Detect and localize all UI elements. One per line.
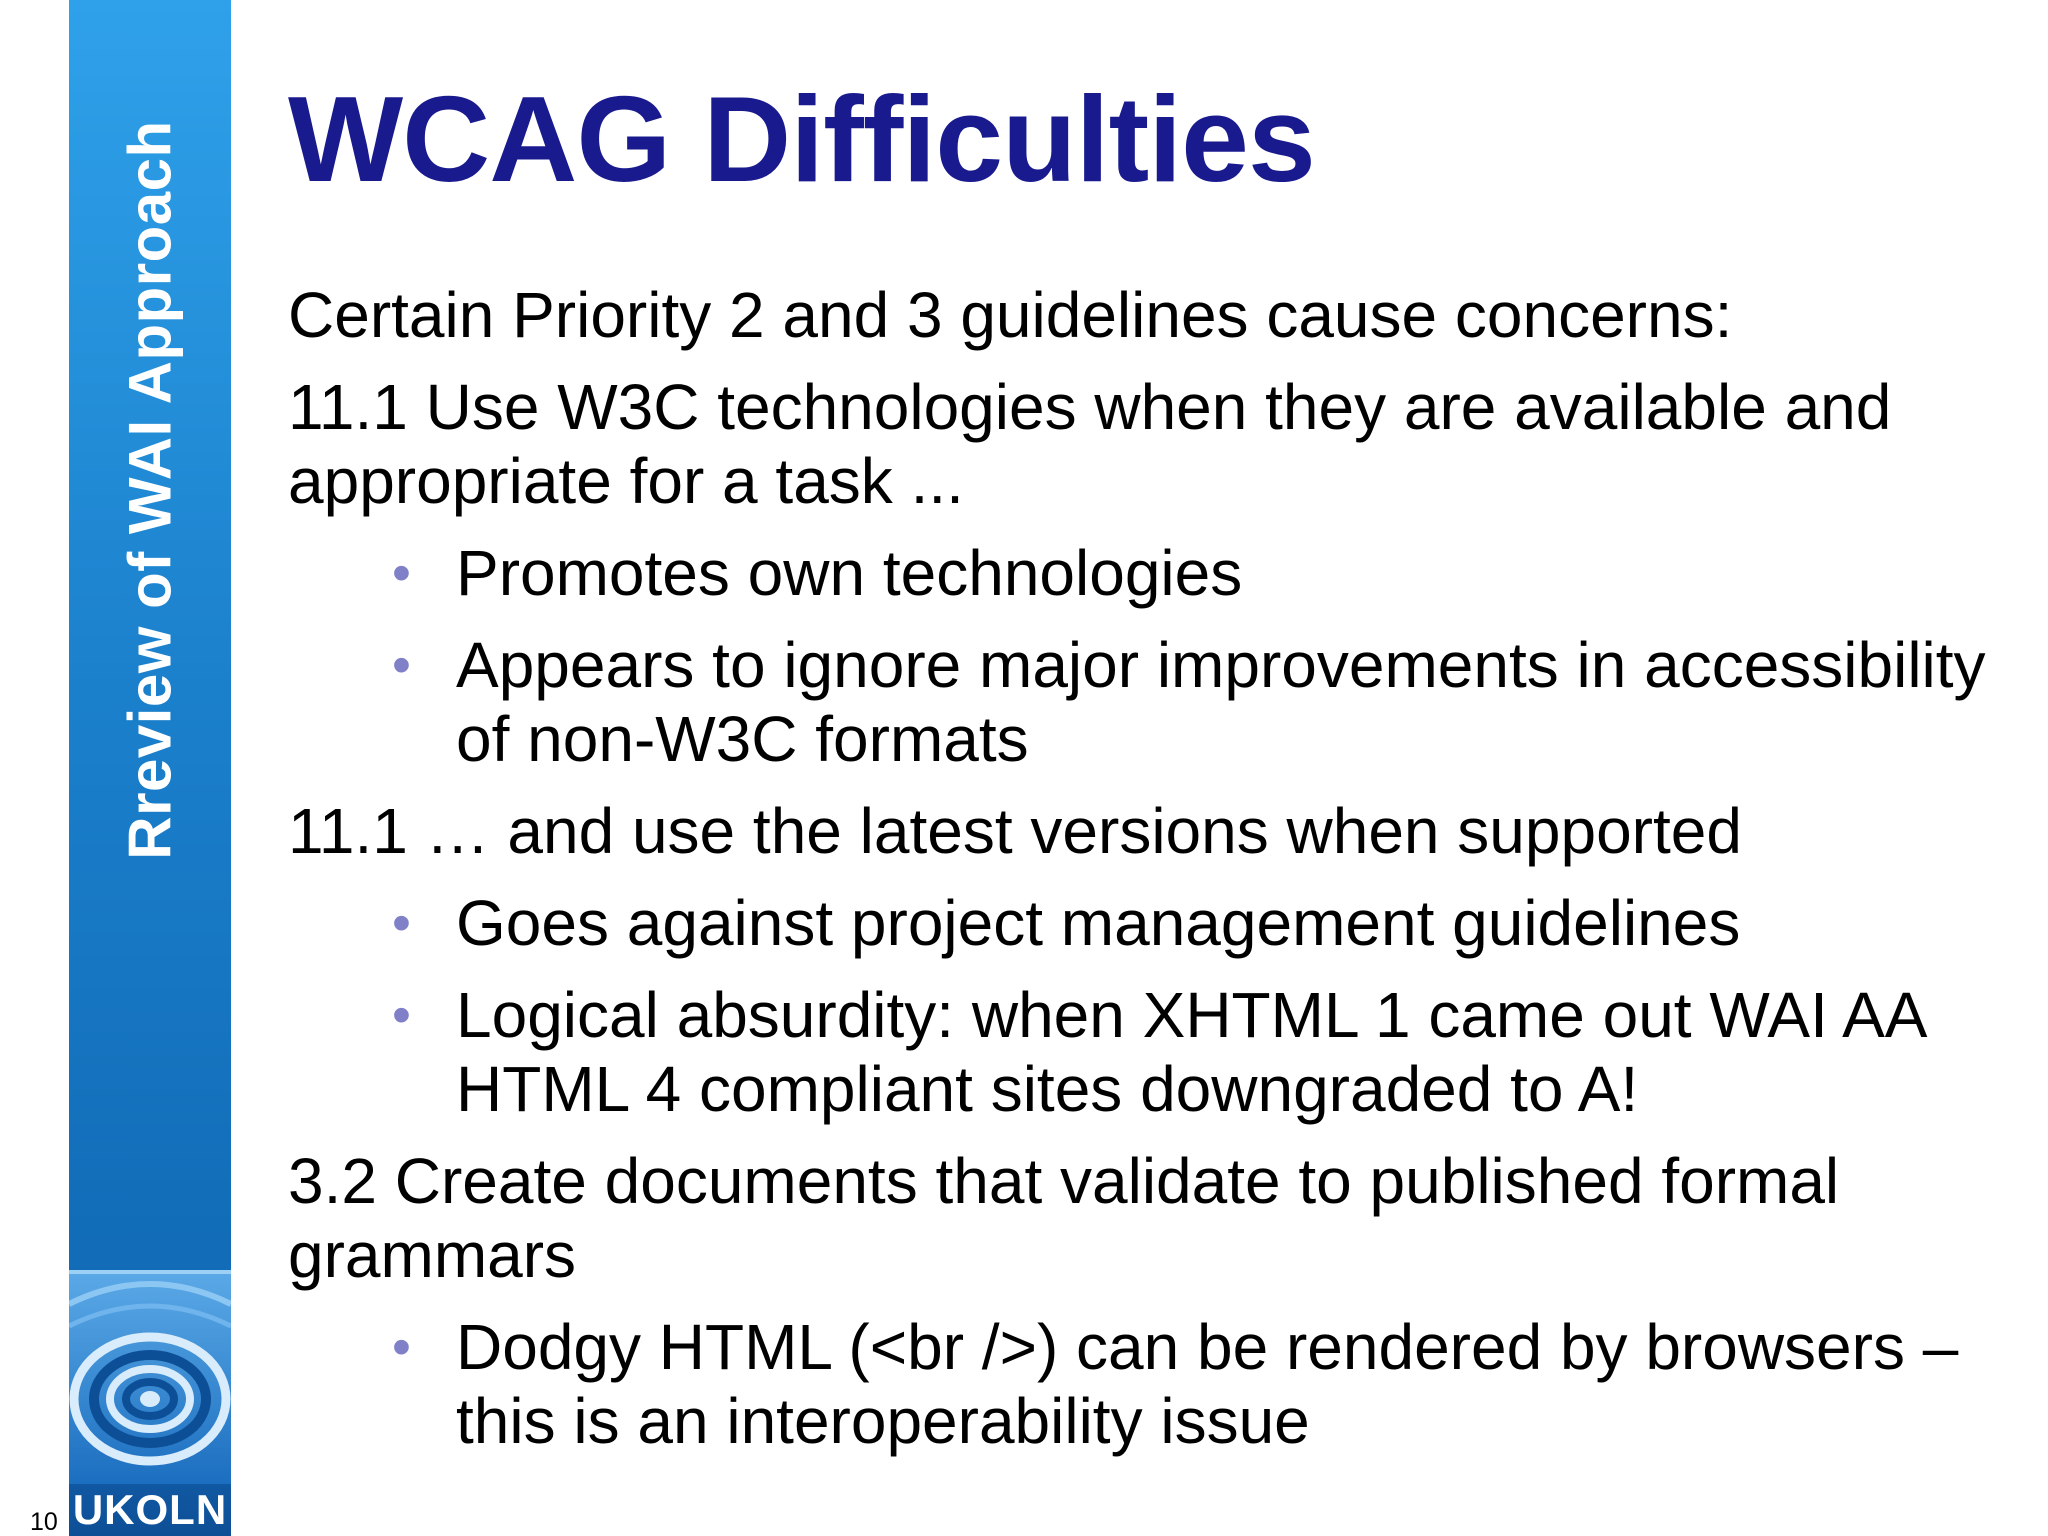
bullet-text: Dodgy HTML (<br />) can be rendered by browsers – this is an interoperability issue [456,1311,1959,1457]
sidebar-section-title: Rreview of WAI Approach [116,120,184,860]
sidebar [69,0,231,1536]
guideline-3-2-paragraph: 3.2 Create documents that validate to published formal grammars [288,1145,1840,1291]
logo-text: UKOLN [72,1486,228,1533]
intro-paragraph: Certain Priority 2 and 3 guidelines cause concerns: [288,279,1733,351]
bullet-icon: • [392,985,411,1045]
ukoln-logo [69,1270,231,1536]
bullet-item [288,978,2028,1126]
bullet-text: Promotes own technologies [456,537,1243,609]
bullet-icon: • [392,543,411,603]
slide-content [288,278,2028,1476]
bullet-text: Logical absurdity: when XHTML 1 came out WAI AA HTML 4 compliant sites downgraded to A! [456,979,1924,1125]
page-number: 10 [30,1508,58,1536]
bullet-icon: • [392,635,411,695]
guideline-11-1-paragraph: 11.1 Use W3C technologies when they are available and appropriate for a task ... [288,371,1892,517]
bullet-icon: • [392,1317,411,1377]
bullet-item [288,1310,2028,1458]
bullet-text: Goes against project management guidelines [456,887,1741,959]
bullet-item [288,886,2028,960]
guideline-11-1-latest-paragraph: 11.1 … and use the latest versions when supported [288,795,1742,867]
bullet-text: Appears to ignore major improvements in accessibility of non-W3C formats [456,629,1986,775]
bullet-item [288,628,2028,776]
bullet-item [288,536,2028,610]
bullet-icon: • [392,893,411,953]
eye-logo-icon [69,1274,231,1484]
slide-title: WCAG Difficulties [288,71,1315,207]
